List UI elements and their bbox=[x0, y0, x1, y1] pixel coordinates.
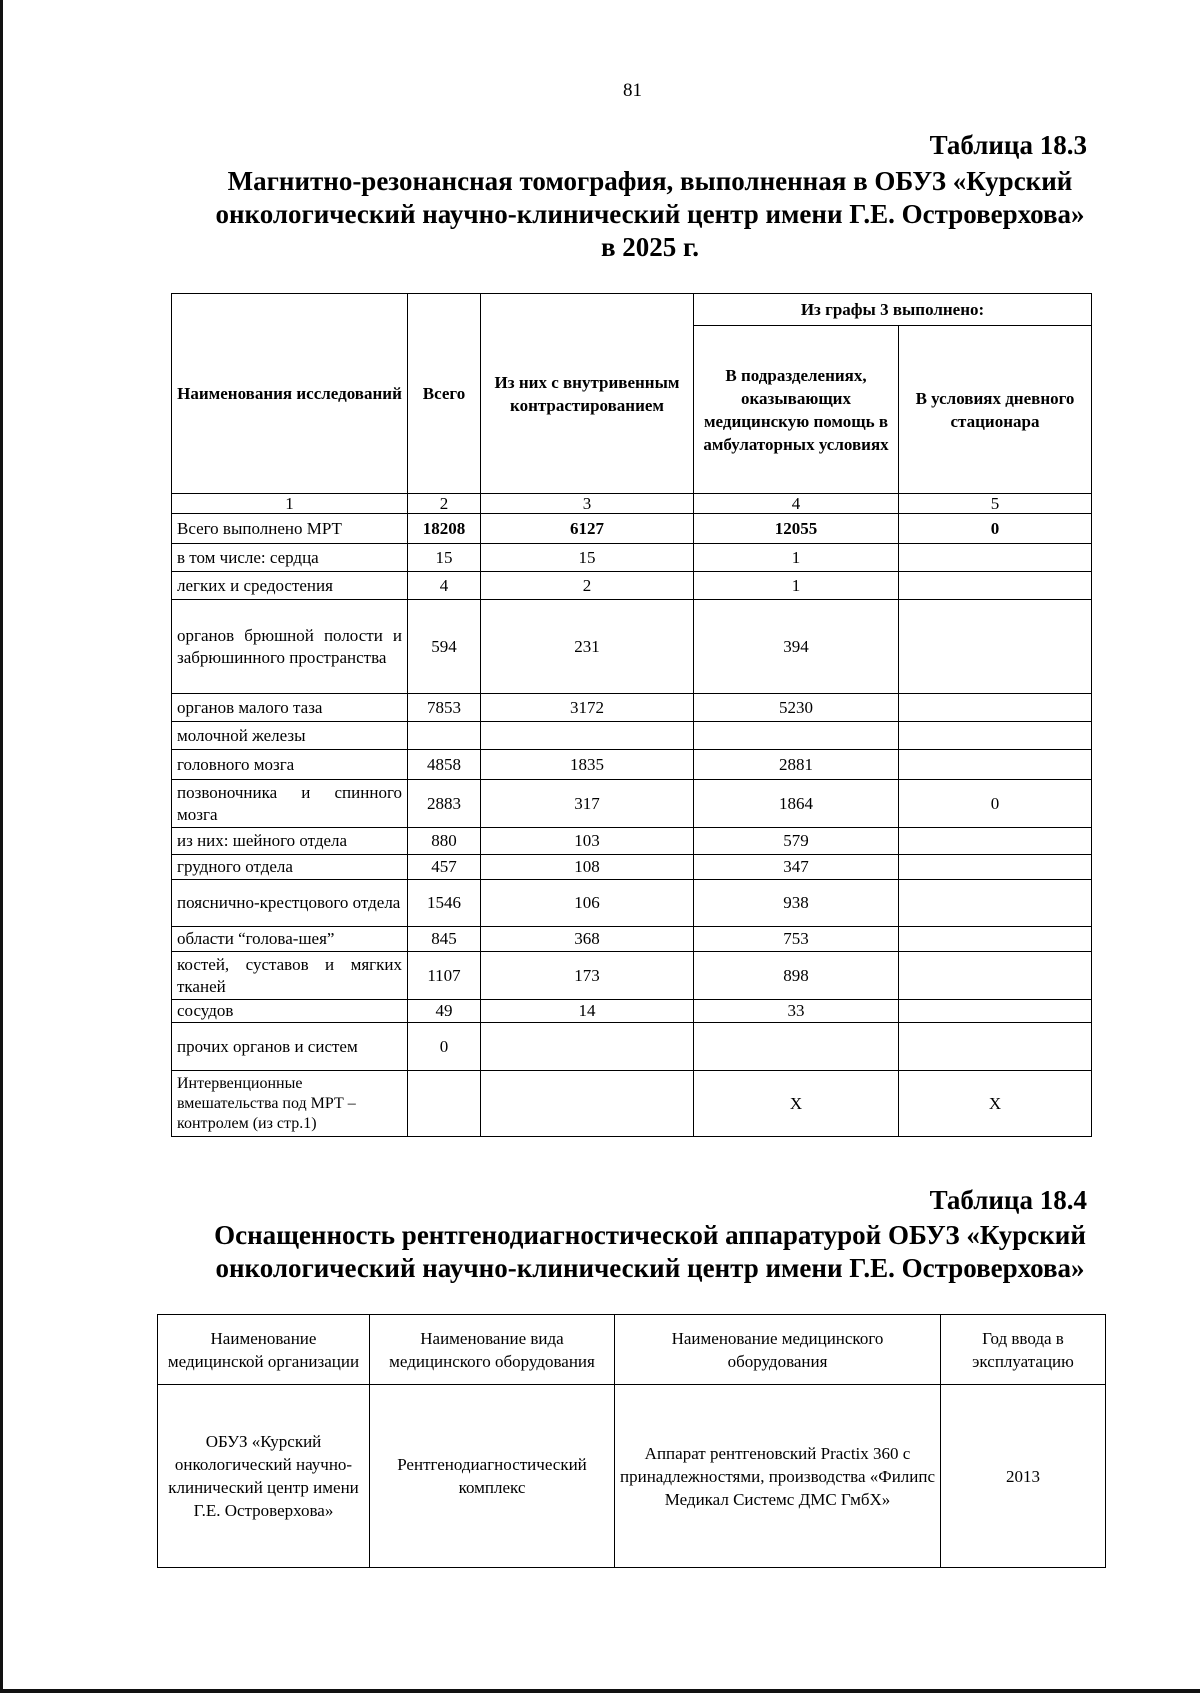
row-name: позвоночника и спинного мозга bbox=[172, 780, 408, 828]
table-row bbox=[172, 572, 1092, 600]
row-name: Всего выполнено МРТ bbox=[172, 514, 408, 544]
cell-total: 880 bbox=[408, 828, 481, 855]
table-18-4-title bbox=[150, 1219, 1150, 1285]
cell-total: 594 bbox=[408, 600, 481, 694]
row-name: головного мозга bbox=[172, 750, 408, 780]
cell-year: 2013 bbox=[941, 1385, 1106, 1568]
table-row bbox=[172, 1000, 1092, 1023]
cell-outpatient: 33 bbox=[694, 1000, 899, 1023]
row-name: легких и средостения bbox=[172, 572, 408, 600]
cell-day-hospital: Х bbox=[899, 1071, 1092, 1137]
cell-contrast bbox=[481, 1023, 694, 1071]
cell-outpatient: 1864 bbox=[694, 780, 899, 828]
cell-outpatient: Х bbox=[694, 1071, 899, 1137]
equipment-table bbox=[157, 1314, 1106, 1568]
cell-total: 845 bbox=[408, 927, 481, 952]
cell-total: 1546 bbox=[408, 880, 481, 927]
cell-contrast: 15 bbox=[481, 544, 694, 572]
row-name: молочной железы bbox=[172, 722, 408, 750]
table-row bbox=[172, 780, 1092, 828]
cell-total: 0 bbox=[408, 1023, 481, 1071]
row-name: костей, суставов и мягких тканей bbox=[172, 952, 408, 1000]
cell-day-hospital bbox=[899, 952, 1092, 1000]
row-name: органов малого таза bbox=[172, 694, 408, 722]
cell-total: 7853 bbox=[408, 694, 481, 722]
cell-total bbox=[408, 722, 481, 750]
header-outpatient: В подразделениях, оказывающих медицинскую помощь в амбулаторных условиях bbox=[694, 326, 899, 494]
cell-outpatient: 394 bbox=[694, 600, 899, 694]
mri-table bbox=[171, 293, 1092, 1137]
header-group: Из графы 3 выполнено: bbox=[694, 294, 1092, 326]
cell-outpatient: 898 bbox=[694, 952, 899, 1000]
cell-contrast: 103 bbox=[481, 828, 694, 855]
cell-total: 1107 bbox=[408, 952, 481, 1000]
cell-total: 15 bbox=[408, 544, 481, 572]
cell-contrast: 14 bbox=[481, 1000, 694, 1023]
cell-contrast: 3172 bbox=[481, 694, 694, 722]
title-line: в 2025 г. bbox=[600, 232, 700, 262]
cell-contrast: 2 bbox=[481, 572, 694, 600]
cell-day-hospital bbox=[899, 750, 1092, 780]
scan-bottom-edge bbox=[0, 1689, 1200, 1693]
cell-total: 4858 bbox=[408, 750, 481, 780]
row-name: Интервенционные вмешательства под МРТ – контролем (из стр.1) bbox=[172, 1071, 408, 1137]
row-name: области “голова-шея” bbox=[172, 927, 408, 952]
cell-contrast: 317 bbox=[481, 780, 694, 828]
cell-contrast: 368 bbox=[481, 927, 694, 952]
cell-day-hospital bbox=[899, 855, 1092, 880]
cell-day-hospital bbox=[899, 1023, 1092, 1071]
table-row bbox=[172, 828, 1092, 855]
table-row bbox=[172, 855, 1092, 880]
cell-day-hospital bbox=[899, 828, 1092, 855]
cell-outpatient: 5230 bbox=[694, 694, 899, 722]
cell-day-hospital: 0 bbox=[899, 780, 1092, 828]
table-18-3-title bbox=[150, 165, 1150, 264]
cell-day-hospital bbox=[899, 722, 1092, 750]
cell-day-hospital bbox=[899, 694, 1092, 722]
cell-total: 2883 bbox=[408, 780, 481, 828]
cell-contrast: 6127 bbox=[481, 514, 694, 544]
cell-day-hospital bbox=[899, 544, 1092, 572]
column-number: 5 bbox=[899, 494, 1092, 514]
table-row bbox=[172, 927, 1092, 952]
table-row bbox=[172, 600, 1092, 694]
table-row bbox=[172, 1023, 1092, 1071]
table-18-4-label: Таблица 18.4 bbox=[929, 1185, 1087, 1215]
cell-org: ОБУЗ «Курский онкологический научно-клинический центр имени Г.Е. Островерхова» bbox=[158, 1385, 370, 1568]
cell-outpatient: 1 bbox=[694, 544, 899, 572]
header-total: Всего bbox=[408, 294, 481, 494]
table-header-row bbox=[158, 1315, 1106, 1385]
cell-outpatient bbox=[694, 1023, 899, 1071]
header-year: Год ввода в эксплуатацию bbox=[941, 1315, 1106, 1385]
cell-day-hospital bbox=[899, 1000, 1092, 1023]
cell-total: 49 bbox=[408, 1000, 481, 1023]
page-number: 81 bbox=[623, 80, 642, 101]
row-name: сосудов bbox=[172, 1000, 408, 1023]
column-number: 4 bbox=[694, 494, 899, 514]
cell-contrast: 108 bbox=[481, 855, 694, 880]
table-header-row bbox=[172, 294, 1092, 326]
header-equipment: Наименование медицинского оборудования bbox=[615, 1315, 941, 1385]
header-org: Наименование медицинской организации bbox=[158, 1315, 370, 1385]
cell-contrast: 106 bbox=[481, 880, 694, 927]
title-line: онкологический научно-клинический центр имени Г.Е. Островерхова» bbox=[215, 1253, 1085, 1283]
cell-contrast bbox=[481, 722, 694, 750]
table-row bbox=[172, 952, 1092, 1000]
table-row bbox=[172, 544, 1092, 572]
cell-total bbox=[408, 1071, 481, 1137]
cell-contrast: 231 bbox=[481, 600, 694, 694]
column-number: 1 bbox=[172, 494, 408, 514]
header-contrast: Из них с внутривенным контрастированием bbox=[481, 294, 694, 494]
title-line: Оснащенность рентгенодиагностической аппаратурой ОБУЗ «Курский bbox=[214, 1220, 1086, 1250]
title-line: Магнитно-резонансная томография, выполненная в ОБУЗ «Курский bbox=[227, 166, 1073, 196]
cell-kind: Рентгенодиагностический комплекс bbox=[370, 1385, 615, 1568]
cell-outpatient: 753 bbox=[694, 927, 899, 952]
table-row bbox=[158, 1385, 1106, 1568]
cell-day-hospital bbox=[899, 927, 1092, 952]
cell-outpatient: 938 bbox=[694, 880, 899, 927]
cell-contrast bbox=[481, 1071, 694, 1137]
row-name: из них: шейного отдела bbox=[172, 828, 408, 855]
header-name: Наименования исследований bbox=[172, 294, 408, 494]
header-kind: Наименование вида медицинского оборудования bbox=[370, 1315, 615, 1385]
title-line: онкологический научно-клинический центр имени Г.Е. Островерхова» bbox=[215, 199, 1085, 229]
row-name: органов брюшной полости и забрюшинного пространства bbox=[172, 600, 408, 694]
cell-outpatient: 2881 bbox=[694, 750, 899, 780]
cell-contrast: 1835 bbox=[481, 750, 694, 780]
cell-outpatient: 12055 bbox=[694, 514, 899, 544]
cell-total: 18208 bbox=[408, 514, 481, 544]
table-row bbox=[172, 1071, 1092, 1137]
table-row bbox=[172, 722, 1092, 750]
column-number-row bbox=[172, 494, 1092, 514]
cell-equipment: Аппарат рентгеновский Practix 360 с принадлежностями, производства «Филипс Медикал Системс ДМС ГмбХ» bbox=[615, 1385, 941, 1568]
table-row bbox=[172, 750, 1092, 780]
table-row bbox=[172, 880, 1092, 927]
row-name: грудного отдела bbox=[172, 855, 408, 880]
row-name: прочих органов и систем bbox=[172, 1023, 408, 1071]
table-row bbox=[172, 694, 1092, 722]
table-18-3-label: Таблица 18.3 bbox=[929, 130, 1087, 160]
cell-total: 4 bbox=[408, 572, 481, 600]
cell-day-hospital: 0 bbox=[899, 514, 1092, 544]
column-number: 3 bbox=[481, 494, 694, 514]
cell-outpatient: 579 bbox=[694, 828, 899, 855]
table-row bbox=[172, 514, 1092, 544]
cell-total: 457 bbox=[408, 855, 481, 880]
scan-left-edge bbox=[0, 0, 3, 1693]
cell-contrast: 173 bbox=[481, 952, 694, 1000]
cell-day-hospital bbox=[899, 880, 1092, 927]
row-name: пояснично-крестцового отдела bbox=[172, 880, 408, 927]
cell-outpatient: 1 bbox=[694, 572, 899, 600]
column-number: 2 bbox=[408, 494, 481, 514]
cell-outpatient: 347 bbox=[694, 855, 899, 880]
cell-day-hospital bbox=[899, 572, 1092, 600]
cell-outpatient bbox=[694, 722, 899, 750]
cell-day-hospital bbox=[899, 600, 1092, 694]
row-name: в том числе: сердца bbox=[172, 544, 408, 572]
header-day-hospital: В условиях дневного стационара bbox=[899, 326, 1092, 494]
